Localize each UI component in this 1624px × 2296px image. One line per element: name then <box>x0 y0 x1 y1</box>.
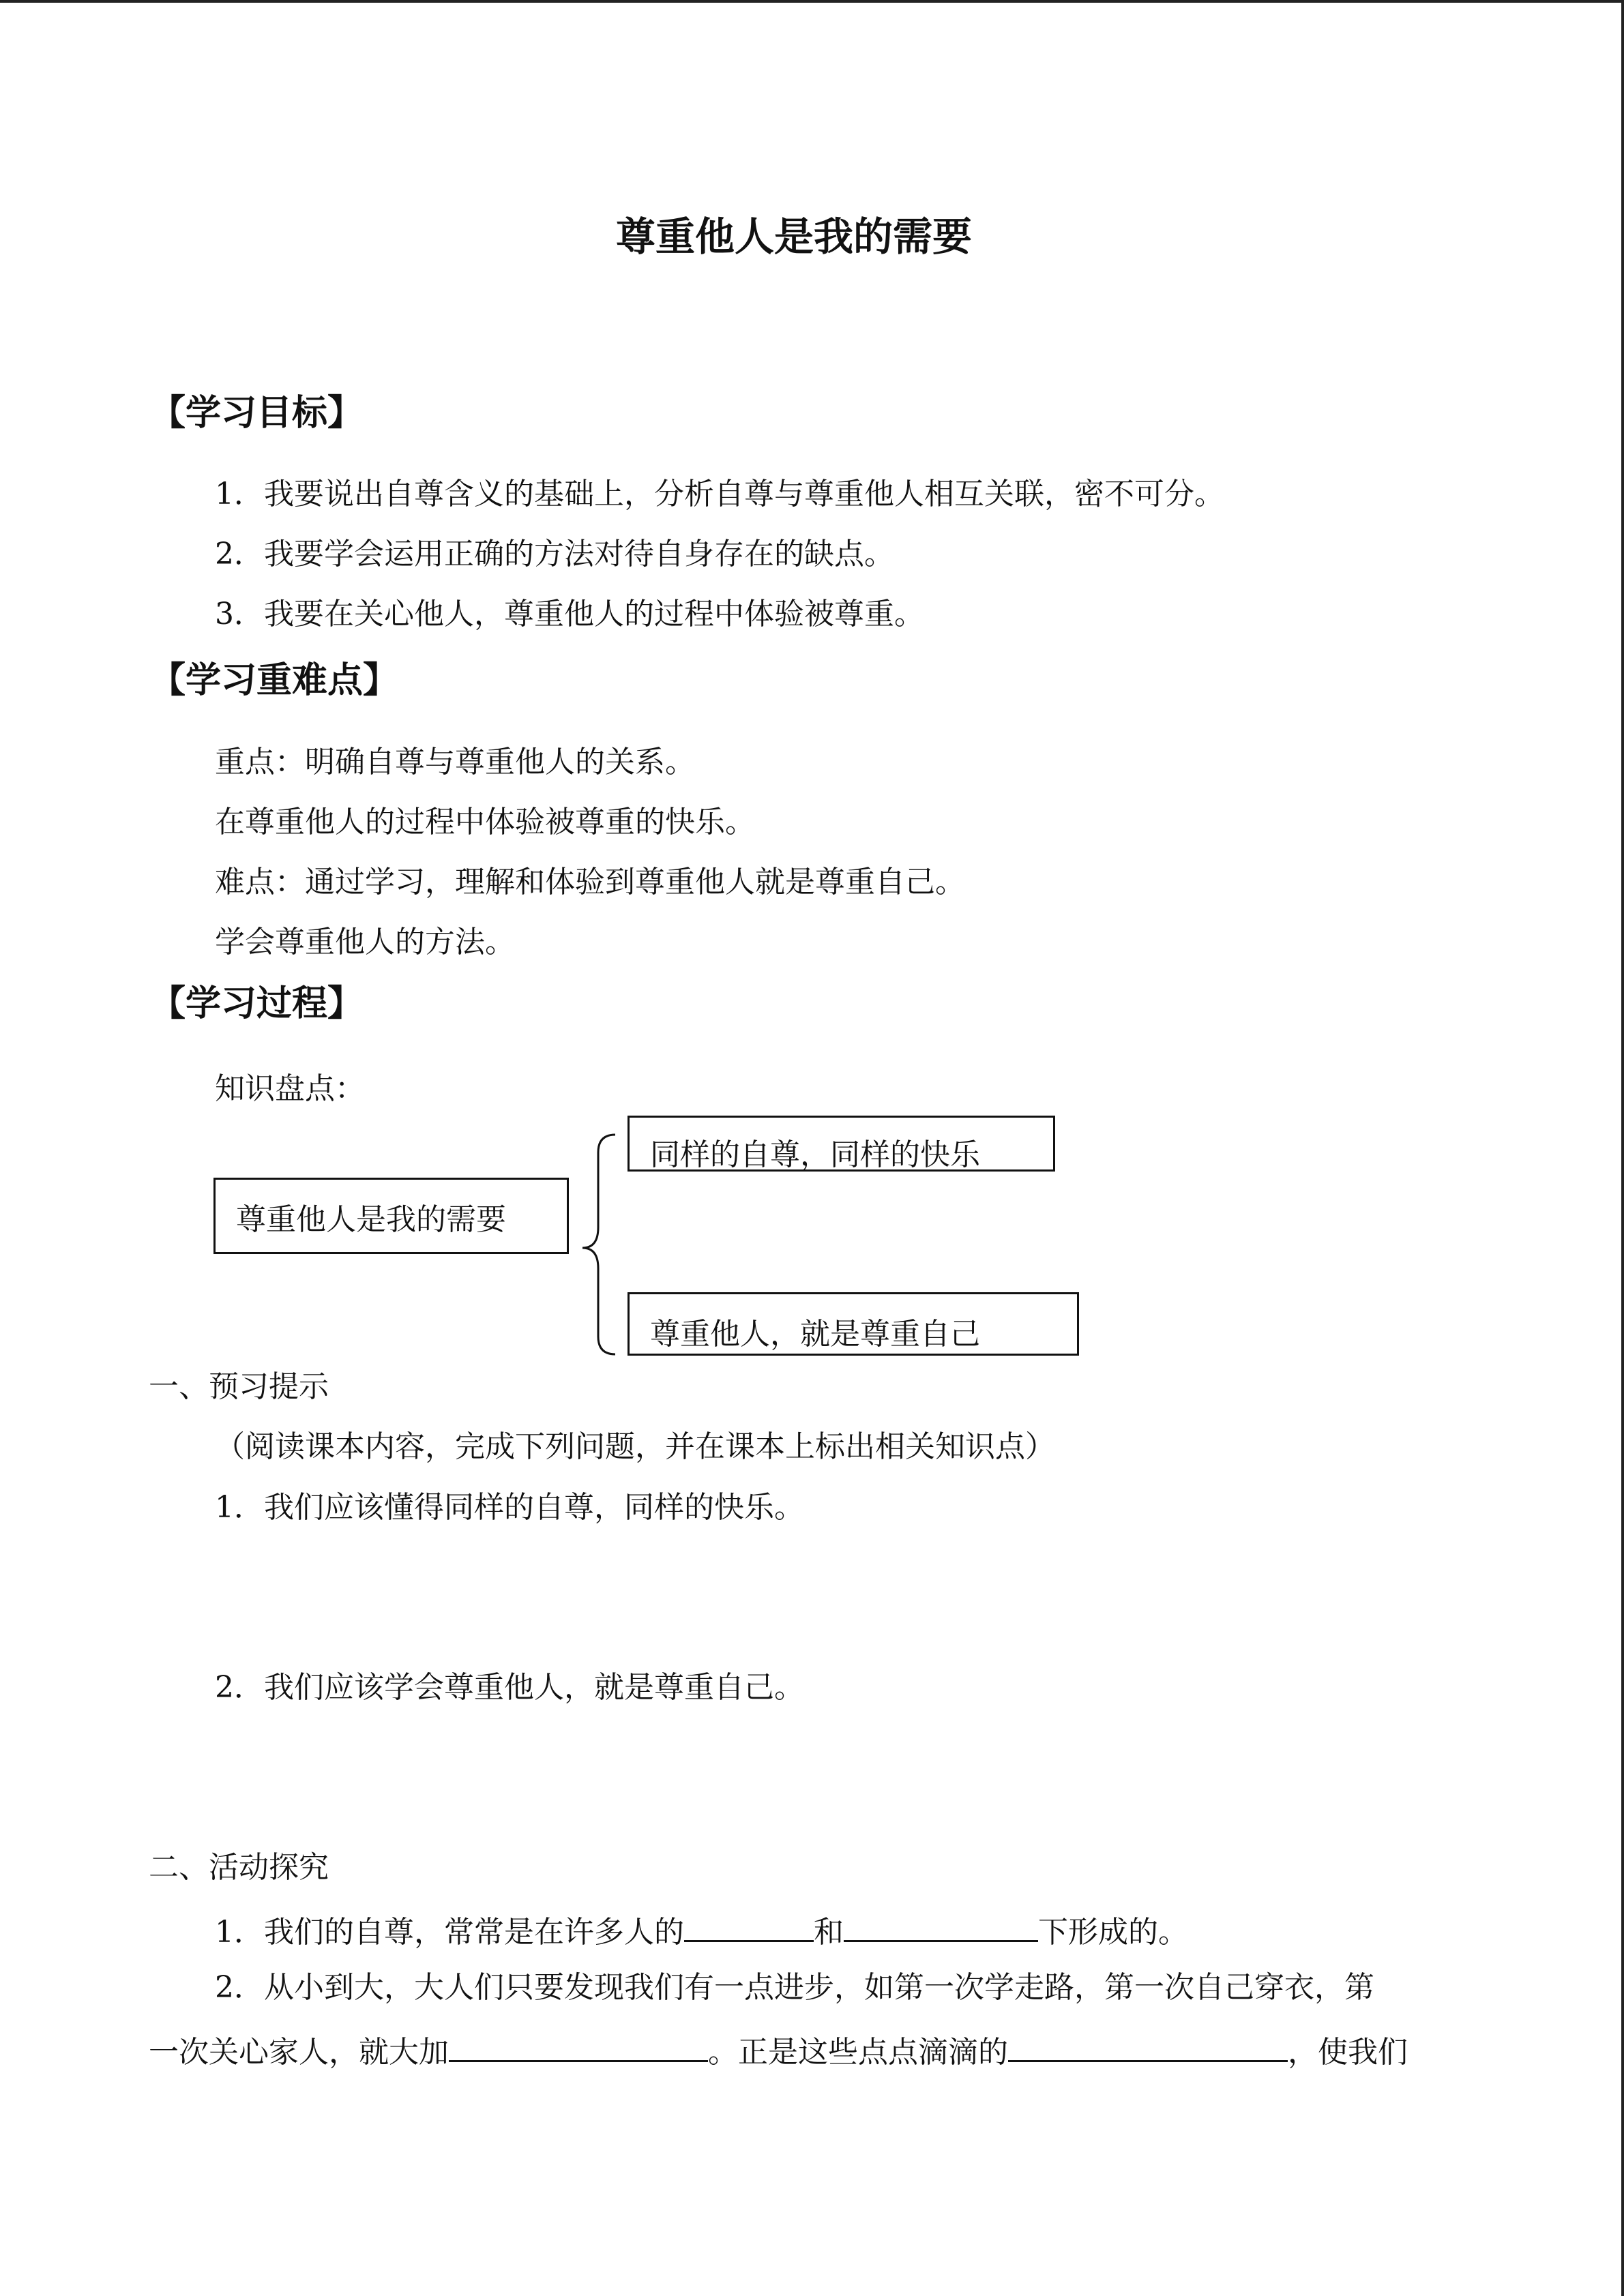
keypoint-item: 重点：明确自尊与尊重他人的关系。 <box>215 745 695 779</box>
fill-blank[interactable] <box>684 1913 814 1942</box>
objective-item: 2．我要学会运用正确的方法对待自身存在的缺点。 <box>215 537 894 571</box>
preview-item: 1．我们应该懂得同样的自尊，同样的快乐。 <box>215 1490 804 1525</box>
fill-blank[interactable] <box>844 1913 1038 1942</box>
activity-heading: 二、活动探究 <box>149 1850 329 1885</box>
fill-blank[interactable] <box>1008 2033 1288 2062</box>
fill-blank[interactable] <box>449 2033 708 2062</box>
preview-item: 2．我们应该学会尊重他人，就是尊重自己。 <box>215 1670 804 1705</box>
diagram-branch-bottom-label: 尊重他人，就是尊重自己 <box>650 1317 980 1352</box>
objectives-heading: 【学习目标】 <box>150 393 364 434</box>
process-heading: 【学习过程】 <box>150 983 364 1024</box>
preview-heading: 一、预习提示 <box>149 1369 329 1404</box>
diagram-main-label: 尊重他人是我的需要 <box>236 1202 506 1237</box>
objective-item: 1．我要说出自尊含义的基础上，分析自尊与尊重他人相互关联，密不可分。 <box>215 477 1224 511</box>
activity-2-text-b: 。正是这些点点滴滴的 <box>708 2035 1008 2070</box>
activity-item-2-line2 <box>149 2033 1408 2068</box>
objective-item: 3．我要在关心他人，尊重他人的过程中体验被尊重。 <box>215 597 924 631</box>
activity-1-text-c: 下形成的。 <box>1038 1915 1188 1950</box>
diagram-branch-top-label: 同样的自尊，同样的快乐 <box>650 1137 980 1172</box>
activity-1-text-b: 和 <box>814 1915 844 1950</box>
knowledge-label: 知识盘点： <box>215 1071 365 1106</box>
keypoint-item: 学会尊重他人的方法。 <box>215 925 515 959</box>
activity-2-text-a: 一次关心家人，就大加 <box>149 2035 449 2070</box>
activity-1-text-a: 1．我们的自尊，常常是在许多人的 <box>215 1915 684 1950</box>
preview-note: （阅读课本内容，完成下列问题，并在课本上标出相关知识点） <box>215 1429 1055 1464</box>
keypoint-item: 难点：通过学习，理解和体验到尊重他人就是尊重自己。 <box>215 865 965 899</box>
keypoints-heading: 【学习重难点】 <box>150 660 399 701</box>
page-title: 尊重他人是我的需要 <box>616 213 973 260</box>
activity-item-2-line1: 2．从小到大，大人们只要发现我们有一点进步，如第一次学走路，第一次自己穿衣，第 <box>215 1970 1374 2005</box>
keypoint-item: 在尊重他人的过程中体验被尊重的快乐。 <box>215 805 755 839</box>
activity-item-1 <box>215 1913 1188 1948</box>
activity-2-text-c: ，使我们 <box>1288 2035 1408 2070</box>
